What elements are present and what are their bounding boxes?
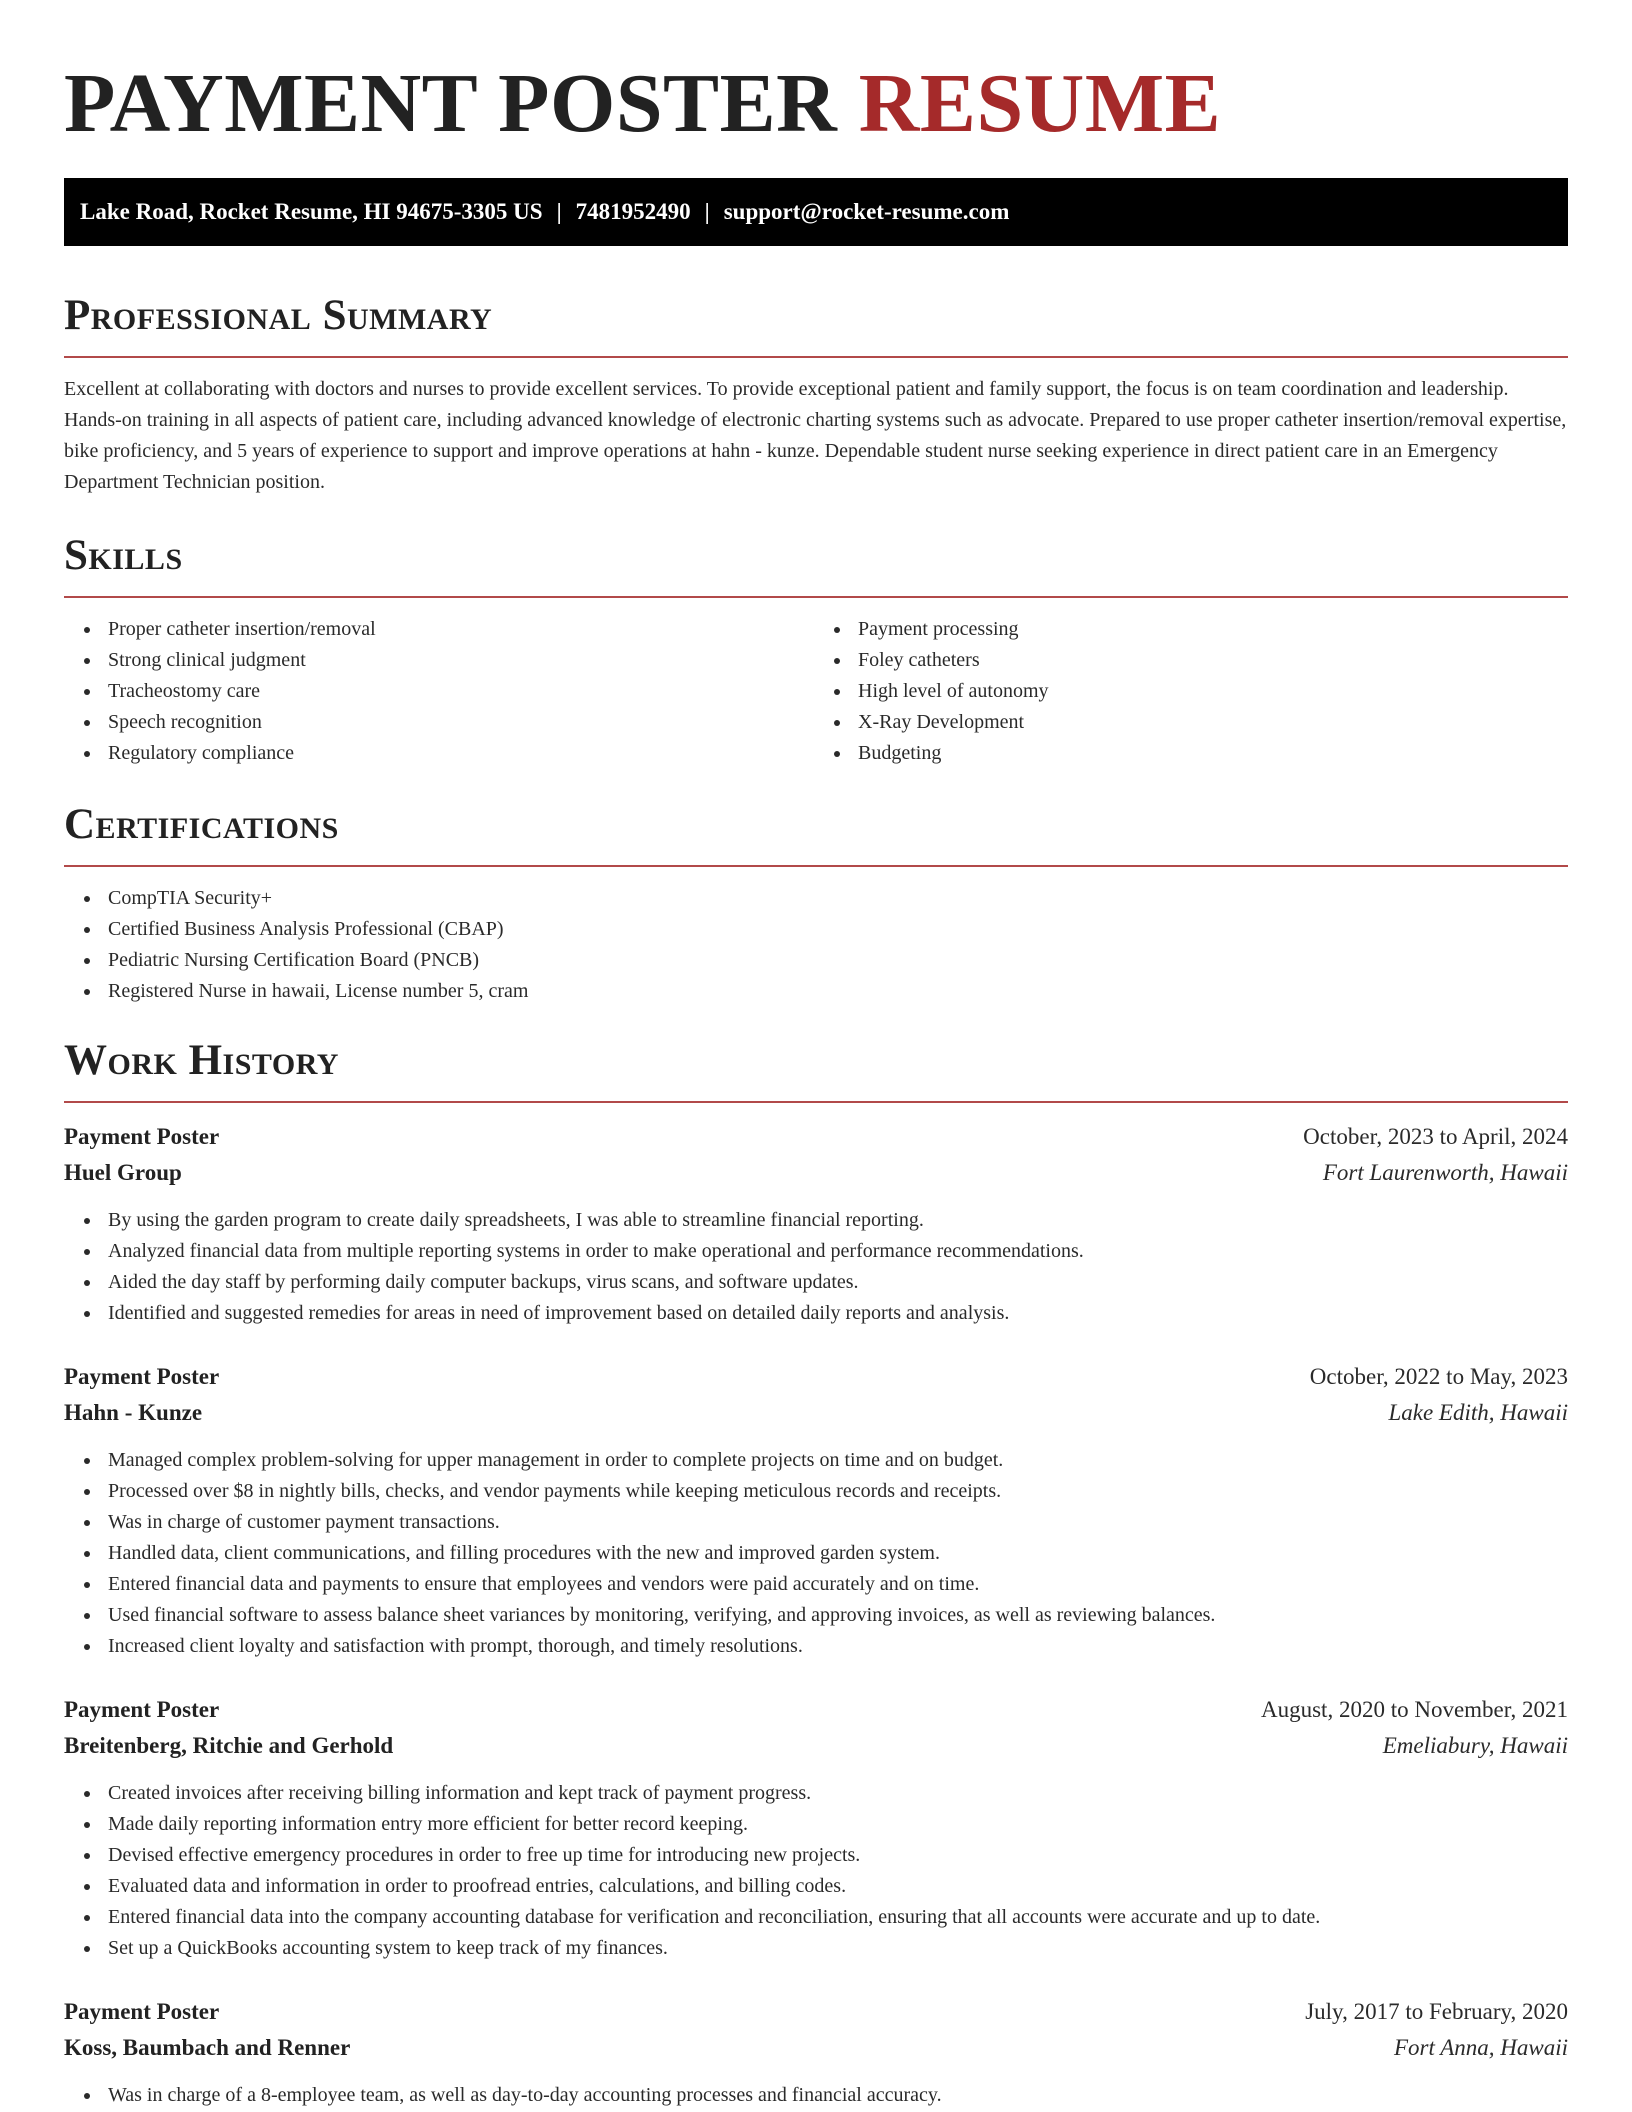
job-duty-item: Set up a QuickBooks accounting system to keep track of my finances. — [108, 1933, 1568, 1964]
job-location: Emeliabury, Hawaii — [1382, 1733, 1568, 1758]
skill-item: X-Ray Development — [858, 707, 1568, 738]
job-duty-item: Managed complex problem-solving for upper management in order to complete projects on time and on budget. — [108, 1445, 1568, 1476]
job-duty-item: Made daily reporting information entry more efficient for better record keeping. — [108, 1809, 1568, 1840]
job-entry — [64, 1119, 1568, 1329]
job-title: Payment Poster — [64, 1124, 220, 1149]
job-duty-item: Aided the day staff by performing daily computer backups, virus scans, and software updates. — [108, 1267, 1568, 1298]
job-duty-item: By using the garden program to create daily spreadsheets, I was able to streamline financial reporting. — [108, 1205, 1568, 1236]
job-location: Lake Edith, Hawaii — [1388, 1400, 1568, 1425]
contact-bar — [64, 178, 1568, 246]
summary-section — [64, 290, 1568, 498]
job-duty-item: Used financial software to assess balance sheet variances by monitoring, verifying, and approving invoices, as well as reviewing balances. — [108, 1600, 1568, 1631]
section-title-summary: Professional Summary — [64, 292, 493, 339]
job-location: Fort Laurenworth, Hawaii — [1322, 1160, 1568, 1185]
job-duty-item: Identified and suggested remedies for areas in need of improvement based on detailed daily reports and analysis. — [108, 1298, 1568, 1329]
skill-item: Foley catheters — [858, 645, 1568, 676]
job-duty-item: Increased client loyalty and satisfaction with prompt, thorough, and timely resolutions. — [108, 1631, 1568, 1662]
section-title-work-history: Work History — [64, 1037, 339, 1084]
job-duties-list — [64, 1778, 1568, 1964]
skills-list-right — [816, 614, 1568, 769]
job-location: Fort Anna, Hawaii — [1393, 2035, 1568, 2060]
job-dates: October, 2023 to April, 2024 — [1303, 1124, 1568, 1149]
job-duty-item: Devised effective emergency procedures in order to free up time for introducing new projects. — [108, 1840, 1568, 1871]
contact-separator: | — [556, 199, 562, 224]
contact-phone: 7481952490 — [575, 199, 691, 224]
contact-separator: | — [704, 199, 710, 224]
job-company: Koss, Baumbach and Renner — [64, 2035, 351, 2060]
job-title: Payment Poster — [64, 1697, 220, 1722]
section-title-skills: Skills — [64, 532, 183, 579]
job-duty-item: Evaluated data and information in order to proofread entries, calculations, and billing codes. — [108, 1871, 1568, 1902]
skill-item: Strong clinical judgment — [108, 645, 816, 676]
job-company: Breitenberg, Ritchie and Gerhold — [64, 1733, 394, 1758]
job-dates: July, 2017 to February, 2020 — [1305, 1999, 1568, 2024]
job-dates: October, 2022 to May, 2023 — [1309, 1364, 1568, 1389]
job-dates: August, 2020 to November, 2021 — [1261, 1697, 1568, 1722]
skills-column-left — [64, 614, 816, 769]
job-title: Payment Poster — [64, 1364, 220, 1389]
job-company-row — [64, 1395, 1568, 1431]
skills-section — [64, 530, 1568, 769]
job-duty-item: Was in charge of customer payment transactions. — [108, 1507, 1568, 1538]
job-header-row — [64, 1692, 1568, 1728]
job-duty-item: Analyzed financial data from multiple reporting systems in order to make operational and performance recommendations. — [108, 1236, 1568, 1267]
section-divider — [64, 1101, 1568, 1103]
skill-item: Budgeting — [858, 738, 1568, 769]
certification-item: Certified Business Analysis Professional (CBAP) — [108, 914, 1568, 945]
skill-item: Proper catheter insertion/removal — [108, 614, 816, 645]
section-title-certifications: Certifications — [64, 801, 339, 848]
job-duty-item: Processed over $8 in nightly bills, checks, and vendor payments while keeping meticulous records and receipts. — [108, 1476, 1568, 1507]
skills-grid — [64, 614, 1568, 769]
job-company-row — [64, 1728, 1568, 1764]
skill-item: High level of autonomy — [858, 676, 1568, 707]
job-duty-item: Was in charge of a 8-employee team, as well as day-to-day accounting processes and financial accuracy. — [108, 2080, 1568, 2111]
resume-title-accent: RESUME — [858, 57, 1222, 150]
contact-address: Lake Road, Rocket Resume, HI 94675-3305 US — [80, 199, 543, 224]
certification-item: Registered Nurse in hawaii, License number 5, cram — [108, 976, 1568, 1007]
summary-text: Excellent at collaborating with doctors and nurses to provide excellent services. To provide exceptional patient and family support, the focus is on team coordination and leadership. Hands-on training in all aspects of patient care, including advanced knowledge of electronic charting systems such as advocate. Prepared to use proper catheter insertion/removal expertise, bike proficiency, and 5 years of experience to support and improve operations at hahn - kunze. Dependable student nurse seeking experience in direct patient care in an Emergency Department Technician position. — [64, 378, 1567, 493]
job-company-row — [64, 2030, 1568, 2066]
certification-item: CompTIA Security+ — [108, 883, 1568, 914]
job-duty-item: Created invoices after receiving billing information and kept track of payment progress. — [108, 1778, 1568, 1809]
job-duties-list — [64, 1205, 1568, 1329]
job-entry — [64, 1359, 1568, 1662]
job-duty-item: Entered financial data into the company accounting database for verification and reconciliation, ensuring that all accounts were accurate and up to date. — [108, 1902, 1568, 1933]
job-header-row — [64, 1359, 1568, 1395]
work-history-section — [64, 1035, 1568, 2111]
skill-item: Payment processing — [858, 614, 1568, 645]
job-header-row — [64, 1994, 1568, 2030]
skill-item: Tracheostomy care — [108, 676, 816, 707]
certifications-section — [64, 799, 1568, 1007]
job-company-row — [64, 1155, 1568, 1191]
job-duties-list — [64, 2080, 1568, 2111]
skills-column-right — [816, 614, 1568, 769]
resume-title-main: PAYMENT POSTER — [64, 57, 838, 150]
job-entry — [64, 1994, 1568, 2111]
job-company: Huel Group — [64, 1160, 182, 1185]
job-header-row — [64, 1119, 1568, 1155]
job-duty-item: Entered financial data and payments to ensure that employees and vendors were paid accurately and on time. — [108, 1569, 1568, 1600]
skill-item: Regulatory compliance — [108, 738, 816, 769]
job-company: Hahn - Kunze — [64, 1400, 203, 1425]
skills-list-left — [64, 614, 816, 769]
job-entry — [64, 1692, 1568, 1964]
section-divider — [64, 865, 1568, 867]
job-duties-list — [64, 1445, 1568, 1662]
resume-title — [64, 0, 1568, 150]
section-divider — [64, 356, 1568, 358]
certification-item: Pediatric Nursing Certification Board (PNCB) — [108, 945, 1568, 976]
job-duty-item: Handled data, client communications, and filling procedures with the new and improved garden system. — [108, 1538, 1568, 1569]
job-title: Payment Poster — [64, 1999, 220, 2024]
skill-item: Speech recognition — [108, 707, 816, 738]
contact-email: support@rocket-resume.com — [723, 199, 1010, 224]
section-divider — [64, 596, 1568, 598]
certifications-list — [64, 883, 1568, 1007]
